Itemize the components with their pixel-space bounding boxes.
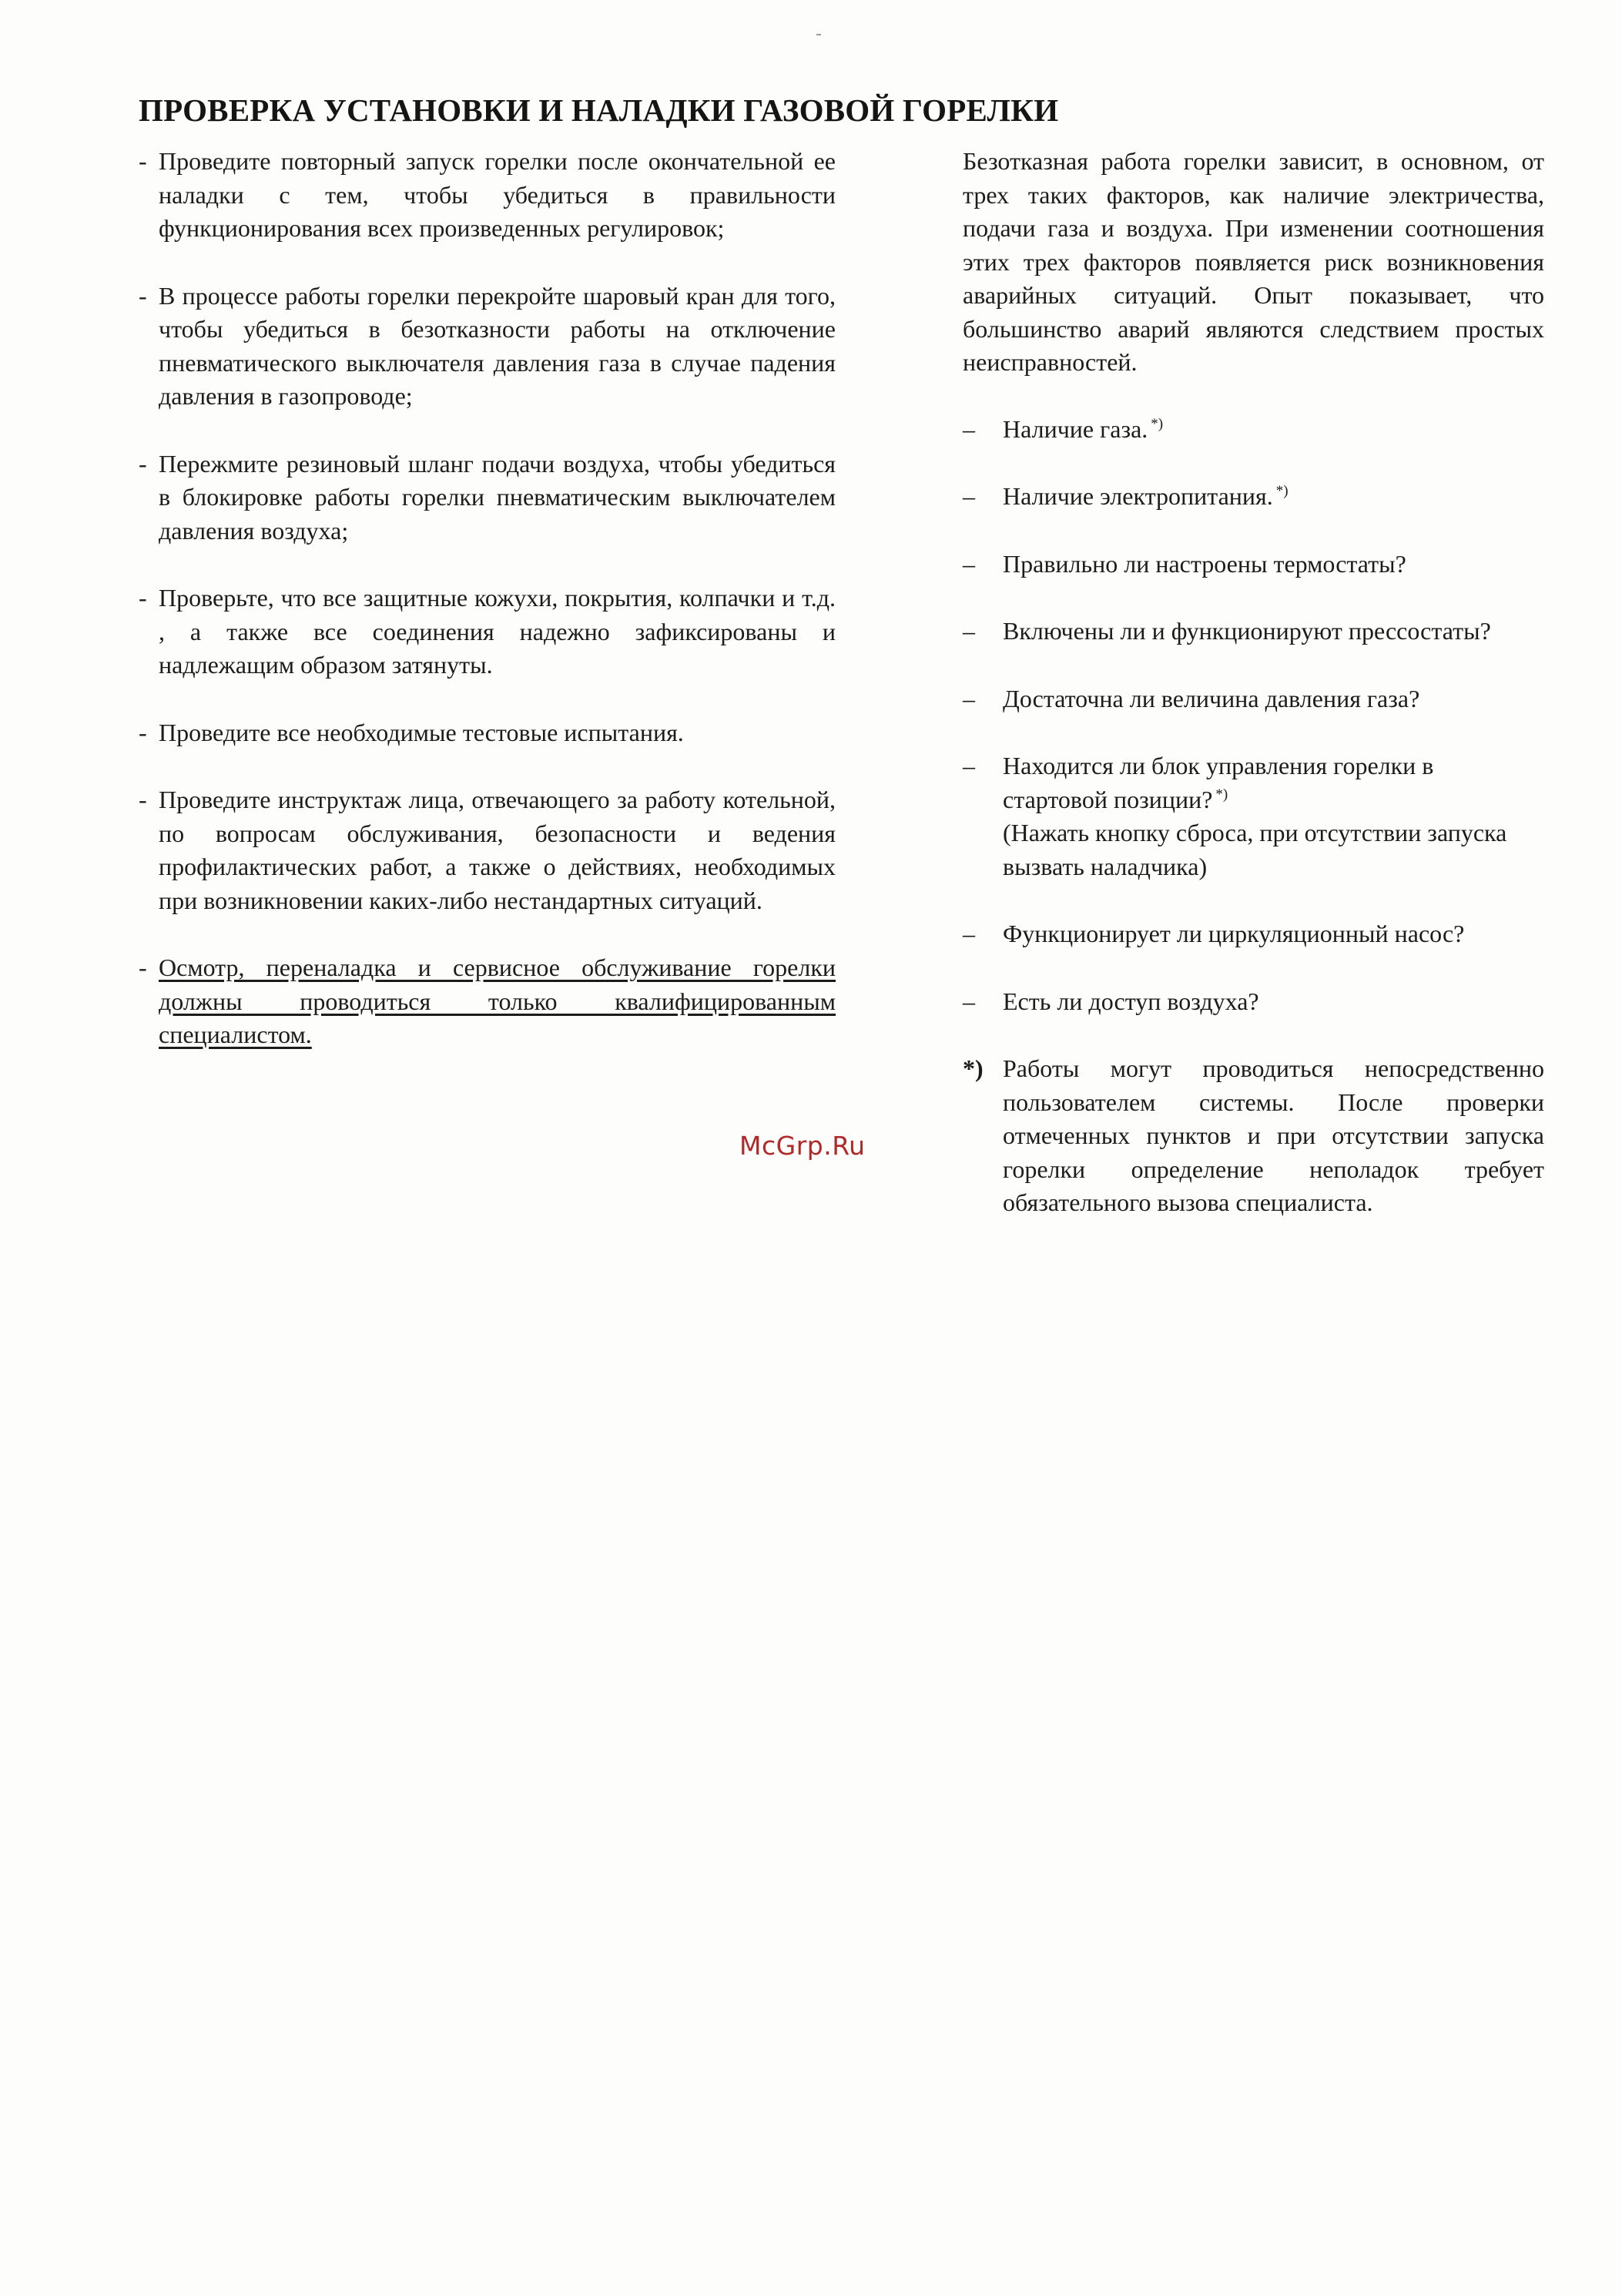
check-note: (Нажать кнопку сброса, при отсутствии запуска вызвать наладчика) bbox=[1003, 819, 1507, 880]
check-item bbox=[963, 548, 1544, 582]
check-item bbox=[963, 480, 1544, 514]
footnote-mark: *) bbox=[1151, 415, 1164, 432]
check-item bbox=[963, 682, 1544, 716]
check-item bbox=[963, 985, 1544, 1019]
instruction-item bbox=[139, 716, 836, 750]
warning-text: Осмотр, переналадка и сервисное обслуживание горелки должны проводиться только квалифицированным специалистом. bbox=[159, 954, 836, 1048]
instruction-text: Проверьте, что все защитные кожухи, покрытия, колпачки и т.д. , а также все соединения надежно зафиксированы и надлежащим образом затянуты. bbox=[159, 584, 836, 679]
list-dash: - bbox=[139, 147, 147, 175]
footnote bbox=[963, 1052, 1544, 1220]
footnote-mark: *) bbox=[1215, 786, 1228, 803]
instruction-text: Пережмите резиновый шланг подачи воздуха, чтобы убедиться в блокировке работы горелки пневматическим выключателем давления воздуха; bbox=[159, 449, 836, 545]
check-text: Правильно ли настроены термостаты? bbox=[1003, 549, 1406, 578]
check-text: Наличие газа. bbox=[1003, 414, 1148, 443]
list-dash: - bbox=[139, 584, 147, 612]
list-dash: – bbox=[963, 752, 975, 779]
footnote-text: Работы могут проводиться непосредственно пользователем системы. После проверки отмеченных пунктов и при отсутствии запуска горелки определение неполадок требует обязательного вызова специалиста. bbox=[1003, 1054, 1544, 1216]
footnote-mark: *) bbox=[1275, 483, 1289, 500]
footnote-marker: *) bbox=[963, 1054, 984, 1082]
list-dash: - bbox=[139, 718, 147, 746]
instruction-text: Проведите все необходимые тестовые испытания. bbox=[159, 718, 684, 746]
instruction-text: Проведите повторный запуск горелки после окончательной ее наладки с тем, чтобы убедиться в правильности функционирования всех произведенных регулировок; bbox=[159, 147, 836, 242]
watermark: McGrp.Ru bbox=[739, 1131, 866, 1161]
list-dash: - bbox=[139, 786, 147, 813]
check-item bbox=[963, 615, 1544, 649]
list-dash: – bbox=[963, 414, 975, 443]
list-dash: - bbox=[139, 954, 147, 981]
list-dash: – bbox=[963, 482, 975, 510]
instruction-item bbox=[139, 582, 836, 682]
instruction-item bbox=[139, 145, 836, 246]
check-item bbox=[963, 749, 1544, 883]
check-text: Находится ли блок управления горелки в стартовой позиции? bbox=[1003, 752, 1434, 813]
instruction-item-warning bbox=[139, 951, 836, 1052]
intro-paragraph: Безотказная работа горелки зависит, в основном, от трех таких факторов, как наличие электричества, подачи газа и воздуха. При изменении соотношения этих трех факторов появляется риск возникновения аварийных ситуаций. Опыт показывает, что большинство аварий являются следствием простых неисправностей. bbox=[963, 147, 1544, 376]
list-dash: - bbox=[139, 281, 147, 310]
list-dash: – bbox=[963, 920, 975, 947]
instruction-item bbox=[139, 447, 836, 548]
scan-speck bbox=[816, 34, 821, 35]
instruction-item bbox=[139, 280, 836, 414]
list-dash: – bbox=[963, 549, 975, 578]
instruction-text: Проведите инструктаж лица, отвечающего за работу котельной, по вопросам обслуживания, безопасности и ведения профилактических работ, а также о действиях, необходимых при возникновении каких-либо нестандартных ситуаций. bbox=[159, 786, 836, 914]
left-column bbox=[139, 145, 836, 1086]
check-text: Наличие электропитания. bbox=[1003, 482, 1273, 510]
page-title: ПРОВЕРКА УСТАНОВКИ И НАЛАДКИ ГАЗОВОЙ ГОРЕЛКИ bbox=[139, 92, 1059, 129]
list-dash: – bbox=[963, 617, 975, 645]
list-dash: – bbox=[963, 987, 975, 1015]
check-text: Достаточна ли величина давления газа? bbox=[1003, 684, 1420, 712]
list-dash: - bbox=[139, 449, 147, 478]
right-column bbox=[963, 145, 1544, 1220]
check-item bbox=[963, 917, 1544, 951]
check-text: Функционирует ли циркуляционный насос? bbox=[1003, 920, 1465, 947]
check-text: Есть ли доступ воздуха? bbox=[1003, 987, 1259, 1015]
check-item bbox=[963, 413, 1544, 447]
list-dash: – bbox=[963, 684, 975, 712]
instruction-text: В процессе работы горелки перекройте шаровый кран для того, чтобы убедиться в безотказности работы на отключение пневматического выключателя давления газа в случае падения давления в газопроводе; bbox=[159, 281, 836, 410]
instruction-item bbox=[139, 783, 836, 917]
check-text: Включены ли и функционируют прессостаты? bbox=[1003, 617, 1491, 645]
